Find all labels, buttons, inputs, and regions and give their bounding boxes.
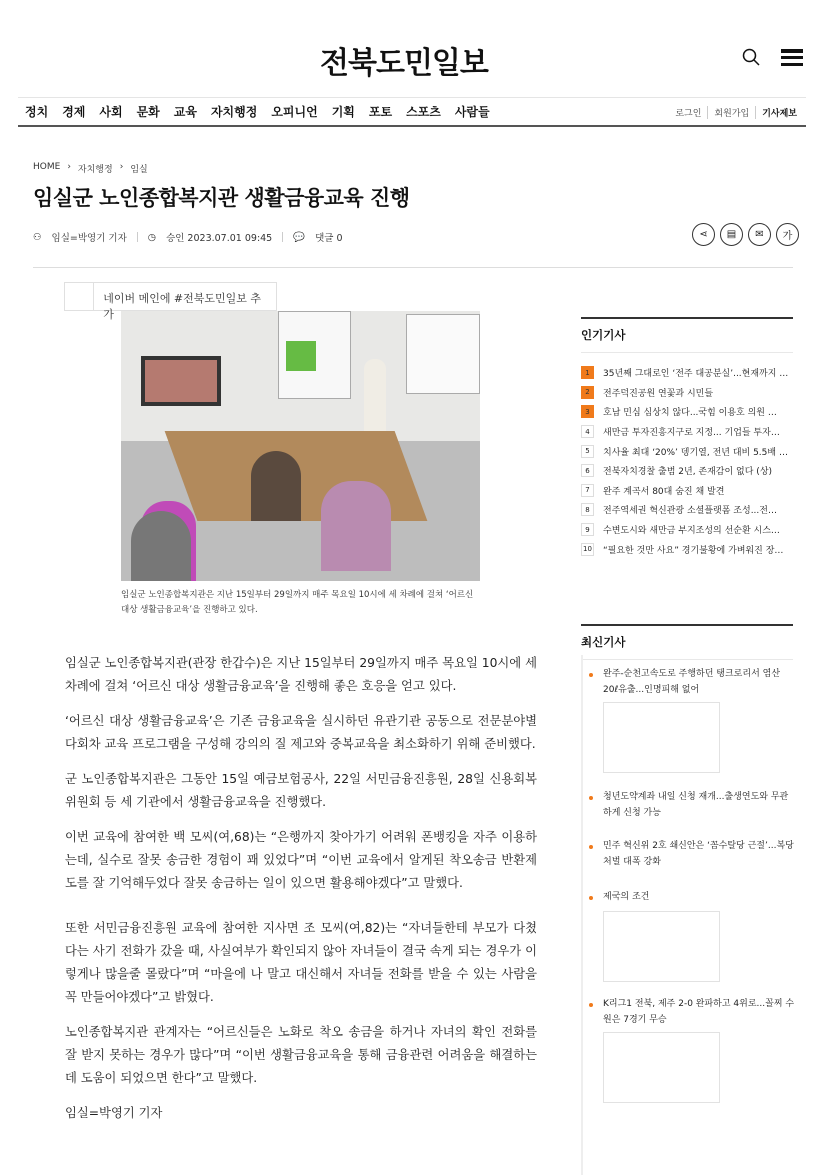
tip-link[interactable]: 기사제보 [755, 106, 803, 119]
article-body [65, 652, 537, 1137]
site-logo[interactable]: 전북도민일보 [320, 46, 488, 81]
list-item[interactable]: 2 전주덕진공원 연꽃과 시민들 [581, 383, 793, 403]
author: 임실=박영기 기자 [51, 233, 127, 244]
search-icon[interactable] [742, 48, 760, 66]
list-item[interactable]: K리그1 전북, 제주 2-0 완파하고 4위로...꼴찌 수원은 7경기 무승 [603, 997, 795, 1028]
hamburger-icon[interactable] [781, 49, 803, 66]
nav-item[interactable]: 자치행정 [210, 105, 258, 119]
photo-caption: 임실군 노인종합복지관은 지난 15일부터 29일까지 매주 목요일 10시에 세 차례에 걸쳐 ‘어르신 대상 생활금융교육’을 진행하고 있다. [121, 590, 474, 615]
list-item[interactable]: 1 35년째 그대로인 ‘전주 대공분실’...현재까지 … [581, 363, 793, 383]
paragraph: 노인종합복지관 관계자는 “어르신들은 노화로 착오 송금을 하거나 자녀의 확인 전화를 잘 받지 못하는 경우가 많다”며 “이번 생활금융교육을 통해 금융관련 어려움을 해결하는데 도움이 되었으면 한다”고 말했다. [65, 1025, 537, 1085]
share-icon[interactable]: ⋖ [692, 223, 715, 246]
chevron-right-icon: › [119, 162, 124, 172]
latest-articles [581, 655, 793, 1175]
nav-item[interactable]: 사람들 [454, 105, 490, 119]
nav-item[interactable]: 스포츠 [406, 105, 441, 119]
list-item[interactable]: 4 새만금 투자진흥지구로 지정... 기업들 투자… [581, 422, 793, 442]
paragraph: 군 노인종합복지관은 그동안 15일 예금보험공사, 22일 서민금융진흥원, 28일 신용회복위원회 등 세 기관에서 생활금융교육을 진행했다. [65, 772, 537, 809]
breadcrumb-home[interactable]: HOME [33, 162, 61, 172]
list-item[interactable]: 5 치사율 최대 ‘20%’ 뎅기열, 전년 대비 5.5배 … [581, 441, 793, 461]
thumbnail[interactable] [603, 702, 720, 773]
list-item[interactable]: 청년도약계좌 내일 신청 재개...출생연도와 무관하게 신청 가능 [603, 790, 795, 821]
nav-item[interactable]: 오피니언 [271, 105, 318, 119]
comment-icon: 💬 [293, 231, 306, 243]
list-item[interactable]: 8 전주역세권 혁신관광 소셜플랫폼 조성...전… [581, 500, 793, 520]
list-item[interactable]: 7 완주 계곡서 80대 숨진 채 발견 [581, 481, 793, 501]
chevron-right-icon: › [67, 162, 71, 172]
divider [18, 97, 806, 98]
email-icon[interactable]: ✉ [748, 223, 771, 246]
nav-item[interactable]: 문화 [136, 105, 160, 119]
font-size-icon[interactable]: 가 [776, 223, 799, 246]
list-item[interactable]: 3 호남 민심 심상치 않다...국힘 이용호 의원 … [581, 402, 793, 422]
comment-count[interactable]: 댓글 0 [315, 233, 343, 244]
paragraph: 임실군 노인종합복지관(관장 한갑수)은 지난 15일부터 29일까지 매주 목요일 10시에 세 차례에 걸쳐 ‘어르신 대상 생활금융교육’을 진행해 좋은 호응을 얻고 있다. [65, 656, 537, 693]
nav-item[interactable]: 기획 [331, 105, 355, 119]
page-title: 임실군 노인종합복지관 생활금융교육 진행 [33, 186, 410, 210]
signup-link[interactable]: 회원가입 [707, 106, 755, 119]
user-links [669, 106, 803, 119]
section-title: 최신기사 [581, 624, 793, 660]
nav-item[interactable]: 포토 [368, 105, 393, 119]
user-icon: ⚇ [33, 231, 42, 243]
breadcrumb-section[interactable]: 자치행정 [77, 165, 113, 175]
breadcrumb [33, 162, 148, 175]
approved-time: 승인 2023.07.01 09:45 [166, 233, 273, 244]
paragraph: 이번 교육에 참여한 백 모씨(여,68)는 “은행까지 찾아가기 어려워 폰뱅킹을 자주 이용하는데, 실수로 잘못 송금한 경험이 꽤 있었다”며 “이번 교육에서 알게된 착오송금 반환제도를 잘 기억해두었다 잘못 송금하는 일이 있으면 활용해야겠다”고 말했다. [65, 830, 537, 890]
article-meta [33, 230, 343, 244]
list-item[interactable]: 9 수변도시와 새만금 부지조성의 선순환 시스… [581, 520, 793, 540]
nav-item[interactable]: 정치 [25, 105, 49, 119]
paragraph: ‘어르신 대상 생활금융교육’은 기존 금융교육을 실시하던 유관기관 공동으로 전문분야별 다회차 교육 프로그램을 구성해 강의의 질 제고와 중복교육을 최소화하기 위해 준비했다. [65, 714, 537, 751]
byline: 임실=박영기 기자 [65, 1106, 163, 1120]
thumbnail[interactable] [603, 1032, 720, 1103]
section-title: 인기기사 [581, 317, 793, 353]
divider [18, 125, 806, 127]
article-tools [692, 223, 799, 246]
naver-subscribe-banner[interactable] [64, 282, 277, 321]
print-icon[interactable]: ▤ [720, 223, 743, 246]
thumbnail[interactable] [603, 911, 720, 982]
clock-icon: ◷ [147, 231, 157, 243]
list-item[interactable]: 6 전북자치경찰 출범 2년, 존재감이 없다 (상) [581, 461, 793, 481]
nav-item[interactable]: 교육 [173, 105, 197, 119]
nav-item[interactable]: 사회 [99, 105, 123, 119]
divider [33, 267, 793, 268]
list-item[interactable]: 10 “필요한 것만 사요” 경기불황에 가벼워진 장… [581, 539, 793, 559]
list-item[interactable]: 제국의 조건 [603, 890, 795, 906]
naver-text: 네이버 메인에 #전북도민일보 추가 [103, 292, 262, 321]
main-nav [25, 103, 490, 120]
nav-item[interactable]: 경제 [62, 105, 86, 119]
login-link[interactable]: 로그인 [675, 109, 702, 119]
list-item[interactable]: 민주 혁신위 2호 쇄신안은 ‘꼼수탈당 근절’...복당 처벌 대폭 강화 [603, 839, 795, 870]
list-item[interactable]: 완주-순천고속도로 주행하던 탱크로리서 염산 20ℓ유출...인명피해 없어 [603, 667, 795, 698]
article-photo [121, 311, 480, 581]
popular-articles [581, 317, 793, 559]
paragraph: 또한 서민금융진흥원 교육에 참여한 지사면 조 모씨(여,82)는 “자녀들한테 부모가 다쳤다는 사기 전화가 갔을 때, 사실여부가 확인되지 않아 자녀들이 결국 속게 되는 경우가 이렇게나 많을줄 몰랐다”며 “마을에 나 말고 대신해서 자녀들 전화를 받을 수 있는 사람을 꼭 만들어야겠다”고 밝혔다. [65, 921, 537, 1004]
breadcrumb-sub[interactable]: 임실 [130, 165, 148, 175]
